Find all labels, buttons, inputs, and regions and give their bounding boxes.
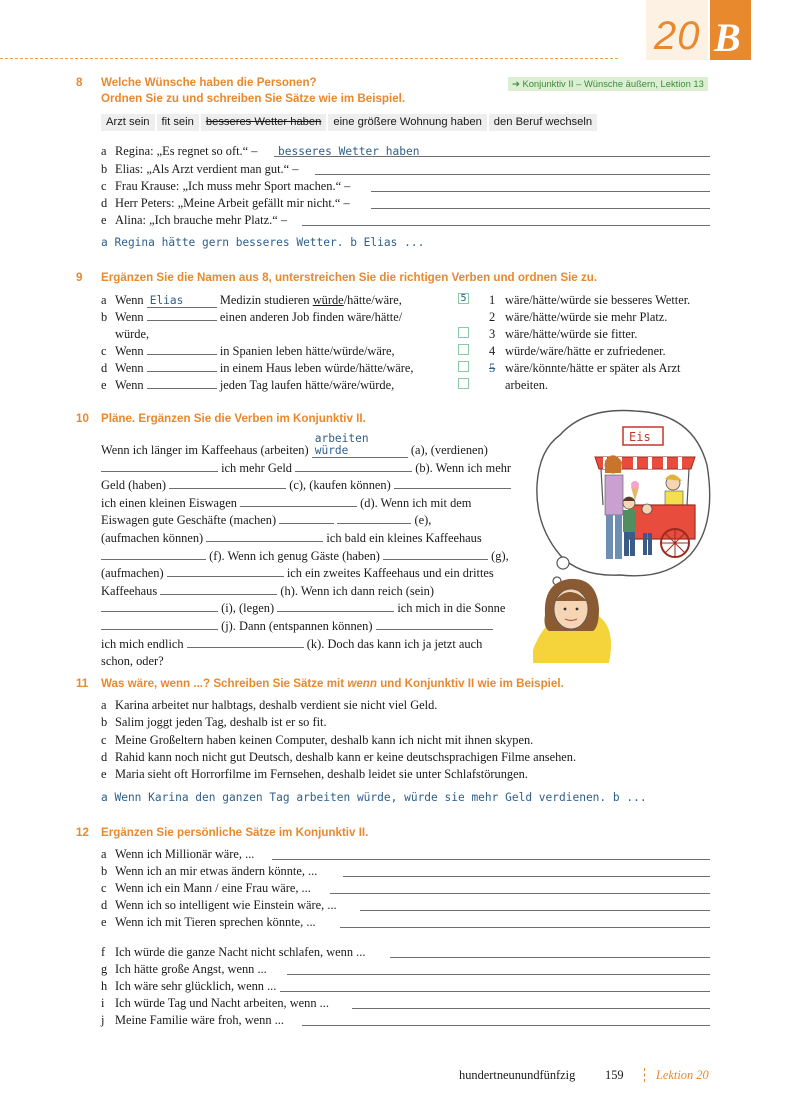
underlined-verb: würde: [312, 293, 344, 307]
item-letter: a: [101, 847, 107, 861]
item-text: /hätte/wäre,: [343, 293, 402, 307]
handwritten-example: a Regina hätte gern besseres Wetter. b Elias ...: [101, 236, 425, 249]
item-text: jeden Tag laufen hätte/wäre/würde,: [219, 378, 395, 392]
item-text: Frau Krause: „Ich muss mehr Sport machen.“ –: [115, 179, 351, 193]
blank-line[interactable]: [101, 618, 218, 630]
exercise-item: [0, 897, 786, 913]
text: Eiswagen gute Geschäfte (machen): [101, 513, 277, 528]
text: ich mich endlich: [101, 636, 184, 651]
exercise-title: Ergänzen Sie persönliche Sätze im Konjunktiv II.: [101, 826, 369, 839]
word-chip: fit sein: [157, 114, 199, 131]
answer-line[interactable]: [280, 979, 710, 992]
exercise-item: [0, 178, 786, 194]
blank-line[interactable]: [147, 360, 217, 372]
item-text: Rahid kann noch nicht gut Deutsch, deshalb kann er keine deutschsprachigen Filme ansehen.: [115, 750, 577, 764]
footer-lektion: Lektion 20: [656, 1068, 709, 1082]
exercise-item: [0, 846, 786, 862]
item-letter: d: [101, 196, 108, 210]
blank-line[interactable]: [160, 583, 277, 595]
exercise-item: [0, 749, 786, 765]
item-text: Wenn ich so intelligent wie Einstein wäre, ...: [115, 898, 337, 912]
item-text: Maria sieht oft Horrorfilme im Fernsehen, deshalb leidet sie unter Schlafstörungen.: [115, 767, 528, 781]
option-text: wäre/könnte/hätte er später als Arzt: [505, 361, 681, 375]
item-text: in Spanien leben hätte/würde/wäre,: [219, 344, 395, 358]
item-letter: b: [101, 715, 108, 729]
item-text: Wenn ich Millionär wäre, ...: [115, 847, 255, 861]
item-text: Wenn: [115, 293, 144, 307]
item-text: Wenn ich an mir etwas ändern könnte, ...: [115, 864, 318, 878]
item-text: Ich würde die ganze Nacht nicht schlafen, wenn ...: [115, 945, 366, 959]
answer-line[interactable]: [302, 1013, 710, 1026]
exercise-item: [0, 143, 786, 159]
exercise-item: [0, 377, 786, 393]
page-number: 159: [605, 1068, 624, 1082]
exercise-item: [0, 161, 786, 177]
exercise-item: [0, 766, 786, 782]
item-text: Wenn: [115, 344, 144, 358]
item-letter: b: [101, 864, 108, 878]
blank-line[interactable]: [277, 600, 394, 612]
text: schon, oder?: [101, 654, 164, 669]
answer-line[interactable]: [371, 179, 710, 192]
blank-line[interactable]: [147, 377, 217, 389]
text: (b). Wenn ich mehr: [415, 460, 512, 475]
handwritten-answer[interactable]: arbeiten würde: [312, 433, 408, 458]
item-text: Medizin studieren: [219, 293, 313, 307]
text: (k). Doch das kann ich ja jetzt auch: [306, 636, 483, 651]
handwritten-example: a Wenn Karina den ganzen Tag arbeiten würde, würde sie mehr Geld verdienen. b ...: [101, 791, 647, 804]
blank-line[interactable]: [169, 477, 286, 489]
item-text: Ich würde Tag und Nacht arbeiten, wenn ...: [115, 996, 329, 1010]
item-letter: c: [101, 881, 107, 895]
blank-line[interactable]: [279, 512, 334, 524]
footer-divider: [644, 1068, 645, 1082]
item-letter: j: [101, 1013, 105, 1027]
exercise-item: [0, 309, 786, 325]
item-text: Wenn: [115, 378, 144, 392]
text: (i), (legen): [221, 601, 275, 616]
match-box[interactable]: [458, 327, 469, 338]
option-number: 4: [489, 344, 496, 358]
item-text: in einem Haus leben würde/hätte/wäre,: [219, 361, 414, 375]
option-number: 5: [489, 361, 496, 375]
item-text: Ich wäre sehr glücklich, wenn ...: [115, 979, 277, 993]
blank-line[interactable]: [101, 548, 206, 560]
blank-line[interactable]: [295, 460, 412, 472]
chapter-number: 20: [654, 14, 701, 58]
item-text: Salim joggt jeden Tag, deshalb ist er so fit.: [115, 715, 327, 729]
answer-line[interactable]: [315, 162, 710, 175]
exercise-number: 8: [76, 76, 83, 89]
answer-line[interactable]: [340, 915, 710, 928]
word-chip: Arzt sein: [101, 114, 155, 131]
word-chip: den Beruf wechseln: [489, 114, 597, 131]
option-number: 3: [489, 327, 496, 341]
item-letter: h: [101, 979, 108, 993]
option-text: wäre/hätte/würde sie fitter.: [505, 327, 638, 341]
item-text: Alina: „Ich brauche mehr Platz.“ –: [115, 213, 288, 227]
blank-line[interactable]: [240, 495, 357, 507]
exercise-item: [0, 880, 786, 896]
handwritten-answer: besseres Wetter haben: [278, 145, 420, 158]
exercise-number: 10: [76, 412, 89, 425]
word-chip-used: besseres Wetter haben: [201, 114, 326, 131]
item-letter: a: [101, 698, 107, 712]
item-text: Elias: „Als Arzt verdient man gut.“ –: [115, 162, 299, 176]
text: (f). Wenn ich genug Gäste (haben): [209, 548, 380, 563]
blank-line[interactable]: [394, 477, 511, 489]
text: ich bald ein kleines Kaffeehaus: [326, 530, 482, 545]
text: Kaffeehaus: [101, 583, 158, 598]
item-letter: d: [101, 361, 108, 375]
blank-line[interactable]: [337, 512, 411, 524]
answer-line[interactable]: [352, 996, 710, 1009]
item-letter: e: [101, 213, 107, 227]
cloze-text: [101, 433, 531, 671]
text: (e),: [414, 513, 432, 528]
answer-line[interactable]: [287, 962, 710, 975]
title-emphasis: wenn: [347, 677, 377, 690]
exercise-item: [0, 944, 786, 960]
answer-line[interactable]: [272, 847, 710, 860]
text: (j). Dann (entspannen können): [221, 618, 373, 633]
title-part: Was wäre, wenn ...? Schreiben Sie Sätze mit: [101, 677, 348, 690]
exercise-item: [0, 978, 786, 994]
blank-line[interactable]: [167, 565, 284, 577]
text: (g),: [491, 548, 509, 563]
item-text: Wenn: [115, 361, 144, 375]
item-text: würde,: [115, 327, 150, 341]
exercise-item: [0, 961, 786, 977]
item-text: Wenn ich ein Mann / eine Frau wäre, ...: [115, 881, 311, 895]
answer-line[interactable]: [360, 898, 710, 911]
answer-line[interactable]: [343, 864, 710, 877]
match-option: [489, 343, 666, 359]
item-letter: b: [101, 162, 108, 176]
exercise-title: Pläne. Ergänzen Sie die Verben im Konjunktiv II.: [101, 412, 366, 425]
item-text: Wenn ich mit Tieren sprechen könnte, ...: [115, 915, 316, 929]
answer-line[interactable]: [330, 881, 710, 894]
text: (c), (kaufen können): [289, 478, 391, 493]
answer-line[interactable]: [302, 213, 710, 226]
exercise-item: [0, 995, 786, 1011]
match-option: [489, 326, 638, 342]
handwritten-answer[interactable]: Elias: [147, 295, 217, 308]
exercise-item: [0, 697, 786, 713]
blank-line[interactable]: [206, 530, 323, 542]
match-box[interactable]: [458, 378, 469, 389]
exercise-item: [0, 343, 786, 359]
option-text: würde/wäre/hätte er zufriedener.: [505, 344, 666, 358]
option-number: 2: [489, 310, 496, 324]
exercise-title: [101, 75, 405, 107]
item-text: Regina: „Es regnet so oft.“ –: [115, 144, 258, 158]
exercise-number: 9: [76, 271, 83, 284]
item-text: Ich hätte große Angst, wenn ...: [115, 962, 267, 976]
header-dotted-rule: [0, 58, 618, 59]
blank-line[interactable]: [101, 460, 218, 472]
text: ich mehr Geld: [221, 460, 292, 475]
page-number-word: hundertneunundfünfzig: [459, 1068, 576, 1082]
blank-line[interactable]: [376, 618, 493, 630]
exercise-item: [0, 914, 786, 930]
item-letter: d: [101, 898, 108, 912]
text: ich mich in die Sonne: [397, 601, 506, 616]
word-chip: eine größere Wohnung haben: [328, 114, 486, 131]
exercise-item: [0, 732, 786, 748]
item-text: Herr Peters: „Meine Arbeit gefällt mir nicht.“ –: [115, 196, 350, 210]
exercise-title: Ergänzen Sie die Namen aus 8, unterstreichen Sie die richtigen Verben und ordnen Sie zu.: [101, 271, 598, 284]
match-option: [489, 360, 681, 376]
blank-line[interactable]: [147, 309, 217, 321]
option-number: 1: [489, 293, 496, 307]
match-box[interactable]: 5: [458, 293, 469, 304]
blank-line[interactable]: [101, 600, 218, 612]
blank-line[interactable]: [187, 636, 304, 648]
text: (d). Wenn ich mit dem: [360, 495, 472, 510]
item-letter: c: [101, 179, 107, 193]
text: (aufmachen können): [101, 530, 204, 545]
item-letter: c: [101, 344, 107, 358]
exercise-title-line: Welche Wünsche haben die Personen?: [101, 76, 317, 89]
exercise-title-line: Ordnen Sie zu und schreiben Sie Sätze wie im Beispiel.: [101, 92, 406, 105]
text: ich einen kleinen Eiswagen: [101, 495, 237, 510]
item-letter: d: [101, 750, 108, 764]
exercise-item: [0, 1012, 786, 1028]
blank-line[interactable]: [147, 343, 217, 355]
exercise-item: [0, 212, 786, 228]
match-box[interactable]: [458, 361, 469, 372]
item-letter: g: [101, 962, 108, 976]
text: Wenn ich länger im Kaffeehaus (arbeiten): [101, 443, 309, 457]
item-letter: i: [101, 996, 105, 1010]
exercise-item: [0, 195, 786, 211]
ice-cream-cart-illustration: [525, 405, 715, 665]
title-part: und Konjunktiv II wie im Beispiel.: [376, 677, 564, 690]
item-text: Wenn: [115, 310, 144, 324]
option-text: arbeiten.: [505, 378, 548, 392]
exercise-title: [101, 676, 564, 692]
answer-line[interactable]: [274, 144, 710, 157]
chapter-letter: B: [714, 15, 741, 60]
answer-line[interactable]: [390, 945, 710, 958]
item-letter: a: [101, 293, 107, 307]
answer-line[interactable]: [371, 196, 710, 209]
item-text: Meine Großeltern haben keinen Computer, deshalb kann ich nicht mit ihnen skypen.: [115, 733, 534, 747]
item-text: einen anderen Job finden wäre/hätte/: [219, 310, 403, 324]
text: (h). Wenn ich dann reich (sein): [280, 583, 435, 598]
cart-sign: Eis: [629, 430, 651, 444]
blank-line[interactable]: [383, 548, 488, 560]
item-letter: e: [101, 378, 107, 392]
item-text: Karina arbeitet nur halbtags, deshalb verdient sie nicht viel Geld.: [115, 698, 438, 712]
exercise-item: [0, 863, 786, 879]
exercise-number: 11: [76, 677, 89, 690]
text: (aufmachen): [101, 566, 164, 581]
match-box[interactable]: [458, 344, 469, 355]
item-letter: b: [101, 310, 108, 324]
item-letter: e: [101, 767, 107, 781]
item-letter: c: [101, 733, 107, 747]
item-text: Meine Familie wäre froh, wenn ...: [115, 1013, 284, 1027]
item-letter: f: [101, 945, 106, 959]
exercise-item: [0, 714, 786, 730]
grammar-reference: ➔ Konjunktiv II – Wünsche äußern, Lektion 13: [508, 77, 708, 91]
item-letter: e: [101, 915, 107, 929]
item-letter: a: [101, 144, 107, 158]
match-option: [489, 309, 668, 325]
exercise-number: 12: [76, 826, 89, 839]
match-option: [489, 292, 691, 308]
text: Geld (haben): [101, 478, 167, 493]
option-text: wäre/hätte/würde sie mehr Platz.: [505, 310, 668, 324]
text: ich ein zweites Kaffeehaus und ein drittes: [286, 566, 494, 581]
text: (a), (verdienen): [410, 443, 488, 457]
option-text: wäre/hätte/würde sie besseres Wetter.: [505, 293, 691, 307]
word-box: [101, 114, 597, 131]
